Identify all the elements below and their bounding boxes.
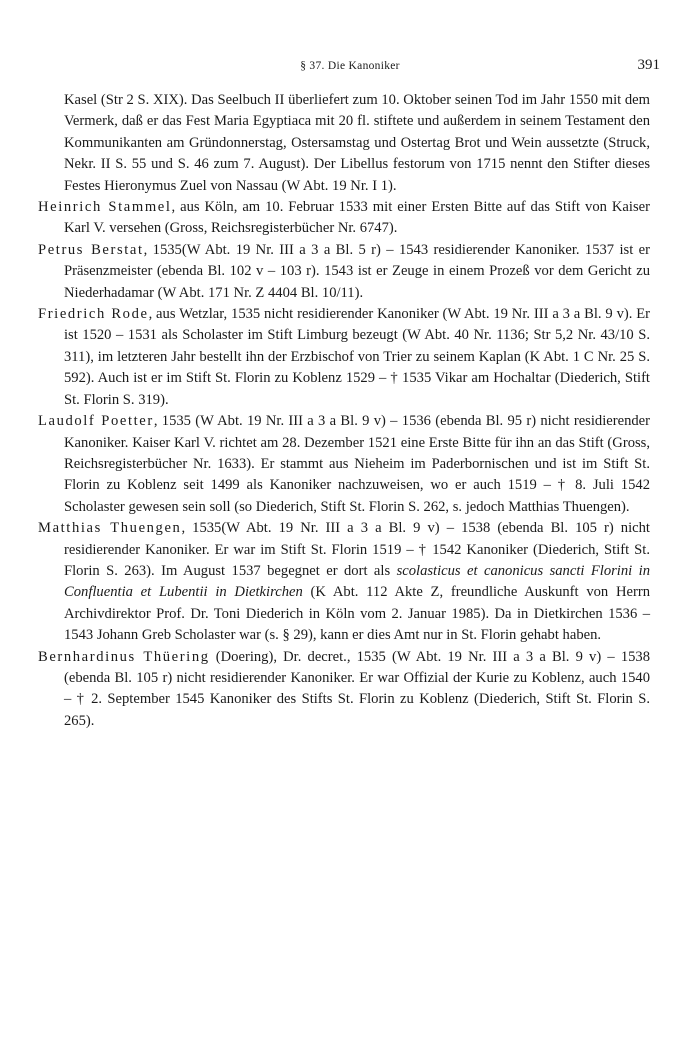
running-head: § 37. Die Kanoniker xyxy=(300,60,400,72)
continuation-paragraph: Kasel (Str 2 S. XIX). Das Seelbuch II überliefert zum 10. Oktober seinen Tod im Jahr 1550 mit dem Vermerk, daß er das Fest Maria Egyptiaca mit 20 fl. stiftete und außerdem in seinem Testament den Kommunikanten am Gründonnerstag, Ostersamstag und Ostertag Brot und Wein aussetzte (Struck, Nekr. II S. 55 und S. 46 zum 7. August). Der Libellus festorum von 1715 nennt den Stifter dieses Festes Hieronymus Zuel von Nassau (W Abt. 19 Nr. I 1). xyxy=(64,92,650,194)
page-header xyxy=(40,57,660,81)
entry-name: Laudolf Poetter xyxy=(38,413,154,430)
entry-text: , 1535 (W Abt. 19 Nr. III a 3 a Bl. 9 v) – 1536 (ebenda Bl. 95 r) nicht residierender Kanoniker. Kaiser Karl V. richtet am 28. Dezember 1521 eine Erste Bitte für ihn an das Stift (Gross, Reichsregisterbücher Nr. 1633). Er stammt aus Nieheim im Paderbornischen und ist im Stift St. Florin zu Koblenz seit 1499 als Kanoniker nachzuweisen, wo er auch 1519 – † 8. Juli 1542 Scholaster gewesen sein soll (so Diederich, Stift St. Florin S. 262, s. jedoch Matthias Thuengen). xyxy=(64,413,651,515)
entry-petrus-berstat xyxy=(38,240,650,304)
entry-name: Bernhardinus Thüering xyxy=(38,648,210,665)
entry-text: , 1535(W Abt. 19 Nr. III a 3 a Bl. 9 v) – 1538 (ebenda Bl. 105 r) nicht residierender Kanoniker. Er war im Stift St. Florin 1519 – † 1542 Kanoniker (Diederich, Stift St. Florin S. 263). Im August 1537 begegnet er dort als xyxy=(64,520,650,579)
entry-name: Petrus Berstat xyxy=(38,241,144,258)
entry-text: , aus Köln, am 10. Februar 1533 mit einer Ersten Bitte auf das Stift von Kaiser Karl V. versehen (Gross, Reichsregisterbücher Nr. 6747). xyxy=(64,199,650,237)
entry-text: , aus Wetzlar, 1535 nicht residierender Kanoniker (W Abt. 19 Nr. III a 3 a Bl. 9 v). Er ist 1520 – 1531 als Scholaster im Stift Limburg bezeugt (W Abt. 40 Nr. 1136; Str 5,2 Nr. 43/10 S. 311), im letzteren Jahr bestellt ihn der Erzbischof von Trier zu seinem Kaplan (K Abt. 1 C Nr. 25 S. 592). Auch ist er im Stift St. Florin zu Koblenz 1529 – † 1535 Vikar am Hochaltar (Diederich, Stift St. Florin S. 319). xyxy=(64,306,651,408)
entry-name: Matthias Thuengen xyxy=(38,520,182,537)
entry-friedrich-rode xyxy=(38,304,650,411)
entry-laudolf-poetter xyxy=(38,411,650,518)
entry-name: Friedrich Rode xyxy=(38,306,149,323)
entry-text: , 1535(W Abt. 19 Nr. III a 3 a Bl. 5 r) – 1543 residierender Kanoniker. 1537 ist er Präsenzmeister (ebenda Bl. 102 v – 103 r). 1543 ist er Zeuge in einem Prozeß vor dem Gericht zu Niederhadamar (W Abt. 171 Nr. Z 4404 Bl. 10/11). xyxy=(64,241,650,301)
entry-text: (Doering), Dr. decret., 1535 (W Abt. 19 Nr. III a 3 a Bl. 9 v) – 1538 (ebenda Bl. 105 r) nicht residierender Kanoniker. Er war Offizial der Kurie zu Koblenz, auch 1540 – † 2. September 1545 Kanoniker des Stifts St. Florin zu Koblenz (Diederich, Stift St. Florin S. 265). xyxy=(64,648,651,729)
entry-matthias-thuengen xyxy=(38,518,650,646)
entry-heinrich-stammel xyxy=(38,197,650,240)
entry-latin-quote: scolasticus et canonicus sancti Florini in Confluentia et Lubentii in Dietkirchen xyxy=(64,562,650,601)
entry-text-continued: (K Abt. 112 Akte Z, freundliche Auskunft von Herrn Archivdirektor Prof. Dr. Toni Diederich in Köln vom 2. Januar 1985). Da in Dietkirchen 1536 – 1543 Johann Greb Scholaster war (s. § 29), kann er dies Amt nur in St. Florin gehabt haben. xyxy=(64,584,650,644)
entry-bernhardinus-thuering xyxy=(38,647,650,733)
body-text xyxy=(38,90,650,732)
entry-name: Heinrich Stammel xyxy=(38,199,172,216)
page-number: 391 xyxy=(637,57,660,73)
